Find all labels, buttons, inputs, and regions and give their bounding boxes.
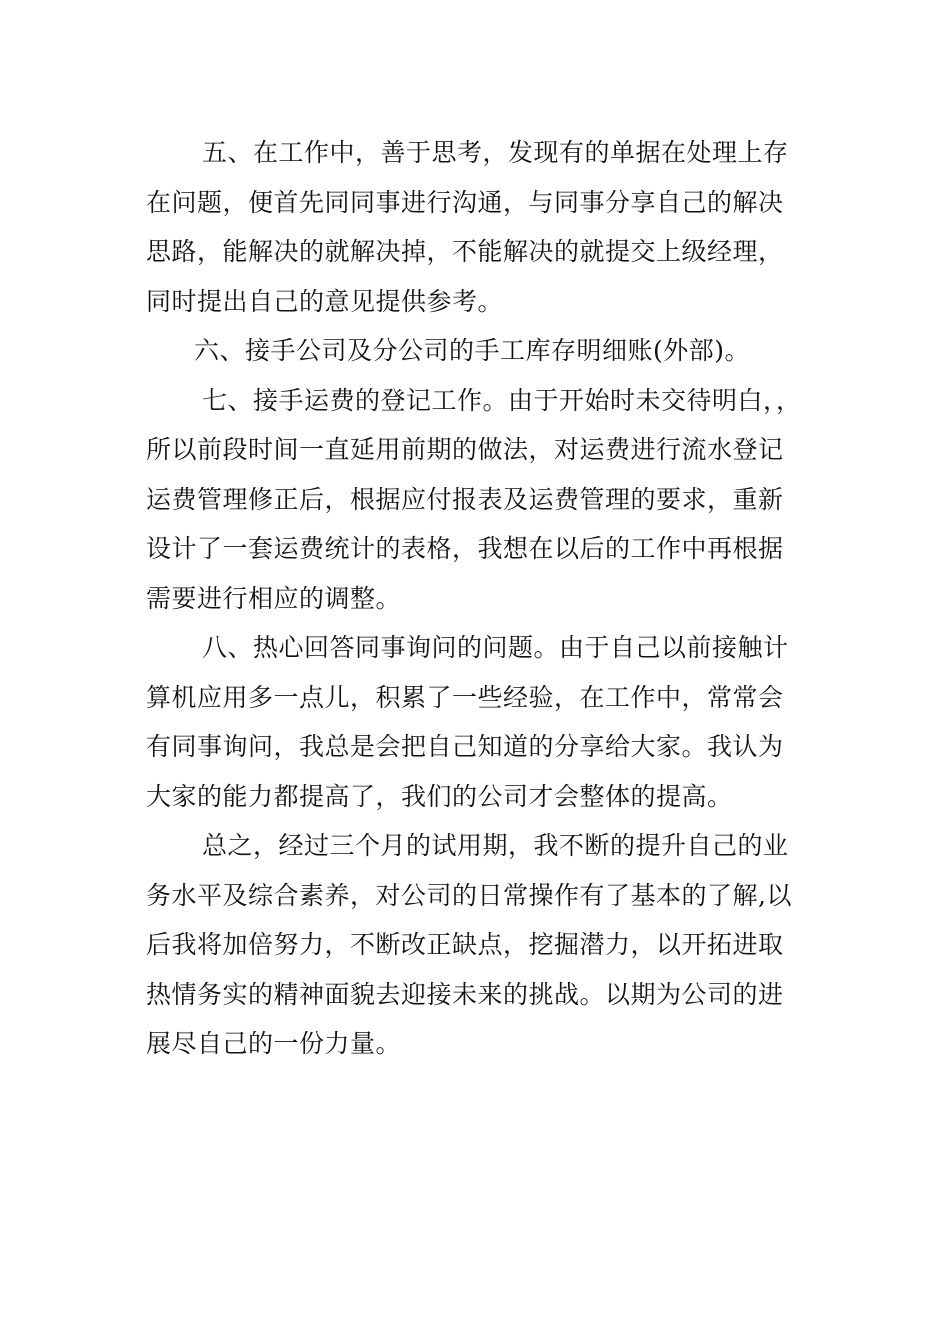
paragraph-line: 需要进行相应的调整。: [146, 583, 402, 613]
paragraph-5: [146, 128, 816, 326]
paragraph-line: 算机应用多一点儿，积累了一些经验，在工作中，常常会: [146, 682, 784, 712]
paragraph-line: 展尽自己的一份力量。: [146, 1029, 402, 1058]
paragraph-line: 所以前段时间一直延用前期的做法，对运费进行流水登记: [146, 435, 784, 464]
paragraph-line: 热情务实的精神面貌去迎接未来的挑战。以期为公司的进: [146, 979, 784, 1009]
paragraph-line: 七、接手运费的登记工作。由于开始时未交待明白，，: [202, 385, 802, 415]
paragraph-line: 总之，经过三个月的试用期，我不断的提升自己的业: [202, 831, 789, 860]
paragraph-line: 同时提出自己的意见提供参考。: [146, 286, 504, 316]
paragraph-line: 运费管理修正后，根据应付报表及运费管理的要求，重新: [146, 484, 784, 514]
paragraph-line: 大家的能力都提高了，我们的公司才会整体的提高。: [146, 781, 733, 811]
paragraph-line: 在问题，便首先同同事进行沟通，与同事分享自己的解决: [146, 187, 784, 217]
paragraph-line: 八、热心回答同事询问的问题。由于自己以前接触计: [202, 633, 789, 662]
paragraph-7: [146, 376, 816, 624]
paragraph-6: [146, 326, 816, 376]
paragraph-8: [146, 623, 816, 821]
paragraph-line: 设计了一套运费统计的表格，我想在以后的工作中再根据: [146, 534, 784, 563]
paragraph-line: 六、接手公司及分公司的手工库存明细账(外部)。: [194, 336, 751, 365]
paragraph-line: 后我将加倍努力，不断改正缺点，挖掘潜力，以开拓进取: [146, 930, 784, 959]
paragraph-line: 思路，能解决的就解决掉，不能解决的就提交上级经理，: [146, 237, 784, 266]
document-body: [146, 128, 816, 1069]
paragraph-line: 有同事询问，我总是会把自己知道的分享给大家。我认为: [146, 732, 784, 761]
paragraph-line: 五、在工作中，善于思考，发现有的单据在处理上存: [202, 138, 789, 167]
paragraph-line: 务水平及综合素养，对公司的日常操作有了基本的了解,以: [146, 880, 792, 910]
paragraph-summary: [146, 821, 816, 1069]
